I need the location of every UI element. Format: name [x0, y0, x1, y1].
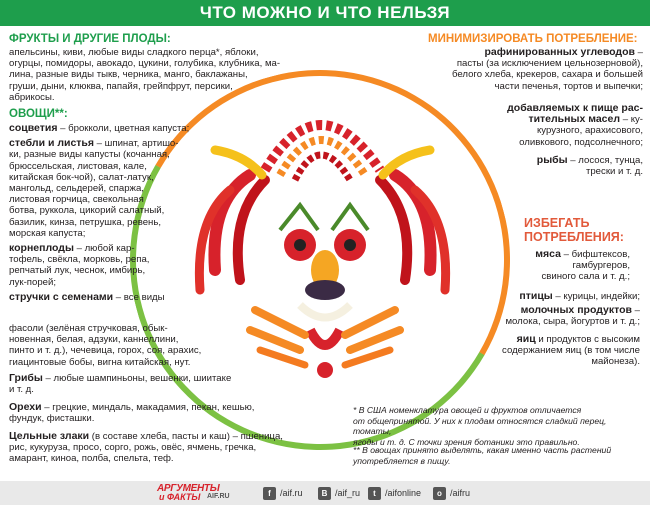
poultry-item: птицы – курицы, индейки;	[519, 290, 640, 302]
dairy-item: молочных продуктов – молока, сыра, йогуртов и т. д.;	[505, 304, 640, 328]
avoid-heading-2: ПОТРЕБЛЕНИЯ:	[524, 230, 624, 244]
stems-item: стебли и листья – шпинат, артишо-	[9, 137, 179, 150]
stems-line: базилик, кинза, петрушка, ревень,	[9, 216, 162, 228]
vk-link[interactable]: B /aif_ru	[318, 486, 360, 500]
stems-line: ки, разные виды капусты (кочанная,	[9, 149, 170, 161]
aif-logo[interactable]: АРГУМЕНТЫ и ФАКТЫ AIF.RU	[157, 483, 230, 502]
flowers-item: соцветия – брокколи, цветная капуста;	[9, 122, 190, 134]
pods-item: стручки с семенами – все виды	[9, 290, 165, 303]
odnoklassniki-link[interactable]: o /aifru	[433, 486, 470, 500]
twitter-icon: t	[368, 487, 381, 500]
vk-icon: B	[318, 487, 331, 500]
pods-line: пинто и т. д.), чечевица, горох, соя, арахис,	[9, 345, 202, 357]
facebook-link[interactable]: f /aif.ru	[263, 486, 303, 500]
berry-crown	[265, 125, 380, 180]
vegetables-list	[9, 123, 234, 303]
roots-line: лук-порей;	[9, 276, 57, 288]
fruits-line: груши, дыни, клюква, папайя, грейпфрут, персики,	[9, 80, 233, 92]
fruits-list	[9, 47, 309, 103]
footnote-2: ** В овощах принято выделять, какая именно часть растений употребляется в пищу.	[353, 445, 612, 466]
roots-line: репчатый лук, чеснок, имбирь,	[9, 265, 146, 277]
grains-item: Цельные злаки (в составе хлеба, пасты и каш) – пшеница, рис, кукуруза, просо, сорго, рожь, овёс, ячмень, гречка, амарант, киноа, полба, спельта, теф.	[9, 430, 283, 465]
vegetables-heading: ОВОЩИ**:	[9, 108, 68, 120]
stems-line: листовая горчица, свекольная	[9, 194, 144, 206]
nuts-item: Орехи – грецкие, миндаль, макадамия, пекан, кешью, фундук, фисташки.	[9, 401, 255, 425]
pods-line: новенная, белая, адзуки, каннеллини,	[9, 334, 179, 346]
stems-line: брюссельская, листовая, кале,	[9, 160, 147, 172]
face-center	[300, 250, 350, 345]
page-title: ЧТО МОЖНО И ЧТО НЕЛЬЗЯ	[199, 3, 451, 22]
fish-item: рыбы – лосося, тунца, трески и т. д.	[536, 154, 643, 178]
stems-line: ботва, руккола, цикорий салатный,	[9, 205, 165, 217]
eggs-item: яиц и продуктов с высоким содержанием яиц (в том числе майонеза).	[502, 333, 640, 368]
meat-item: мяса – бифштексов, гамбургеров, свиного сала и т. д.;	[535, 248, 630, 283]
minimize-heading: МИНИМИЗИРОВАТЬ ПОТРЕБЛЕНИЕ:	[428, 33, 638, 45]
fruits-line: огурцы, помидоры, авокадо, цукини, голубика, клубника, ма-	[9, 58, 281, 70]
footnote-1: * В США номенклатура овощей и фруктов отличается от общепринятой. У них к плодам относятся сладкий перец, томаты, ягоды и т. д. С точки зрения ботаники это правильно.	[353, 405, 607, 447]
fruits-line: абрикосы.	[9, 91, 55, 103]
roots-line: тофель, свёкла, морковь, репа,	[9, 254, 150, 266]
oils-item: добавляемых к пище рас- тительных масел – ку- курузного, арахисового, оливкового, подсолнечного;	[507, 102, 643, 148]
roots-item: корнеплоды – любой кар-	[9, 242, 135, 255]
pods-list	[9, 323, 269, 368]
fruits-line: лина, разные виды тыкв, черника, манго, баклажаны,	[9, 69, 248, 81]
stems-line: мангольд, сельдерей, спаржа,	[9, 183, 144, 195]
mushrooms-item: Грибы – любые шампиньоны, вешенки, шиитаке и т. д.	[9, 372, 232, 396]
facebook-icon: f	[263, 487, 276, 500]
carbs-item: рафинированных углеводов – пасты (за исключением цельнозерновой), белого хлеба, крекеров, сахара и большей части печенья, тортов и выпечки;	[451, 46, 643, 92]
pods-line: фасоли (зелёная стручковая, обык-	[9, 323, 168, 334]
fruits-heading: ФРУКТЫ И ДРУГИЕ ПЛОДЫ:	[9, 33, 171, 45]
fruits-line: апельсины, киви, любые виды сладкого перца*, яблоки,	[9, 47, 259, 58]
stems-line: морская капуста;	[9, 227, 86, 239]
odnoklassniki-icon: o	[433, 487, 446, 500]
avoid-heading-1: ИЗБЕГАТЬ	[524, 216, 590, 230]
twitter-link[interactable]: t /aifonline	[368, 486, 421, 500]
stems-line: китайская бок-чой), салат-латук,	[9, 171, 154, 183]
pods-line: гиацинтовые бобы, вигна китайская, нут.	[9, 356, 191, 368]
